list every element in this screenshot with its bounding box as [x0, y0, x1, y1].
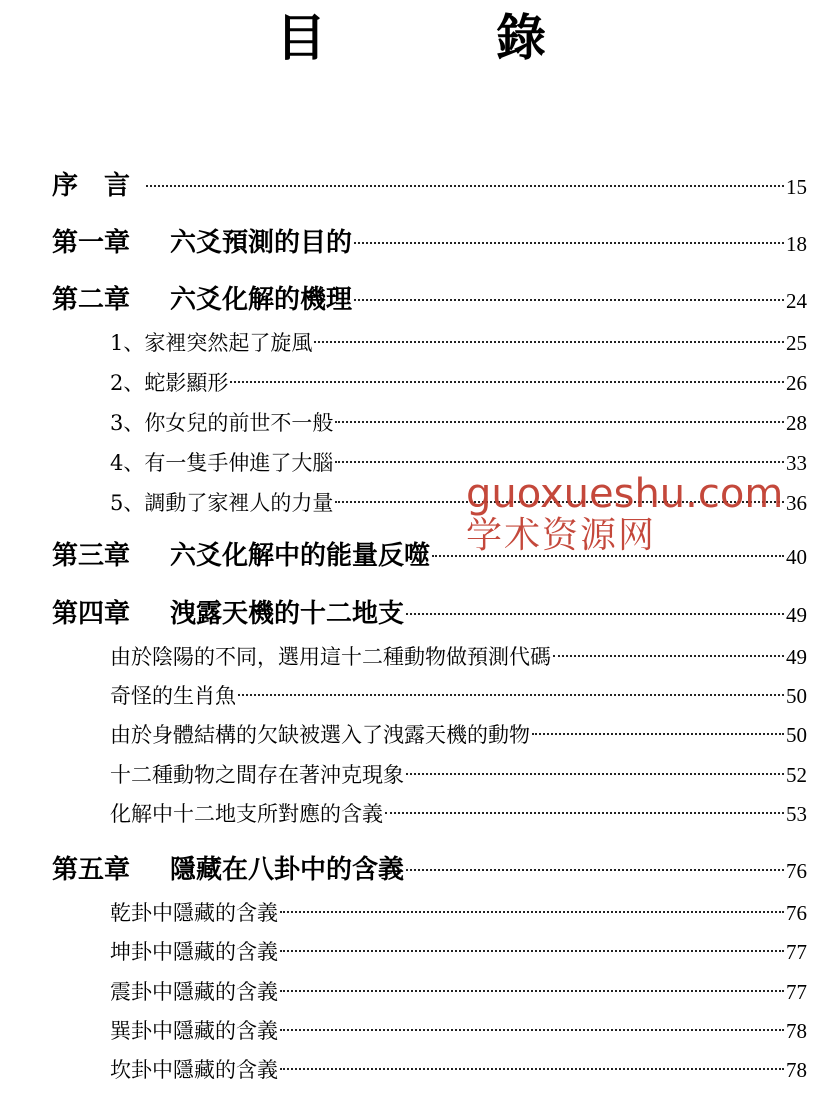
- toc-entry-label: 坎卦中隱藏的含義: [110, 1058, 278, 1082]
- toc-page-number: 53: [786, 802, 807, 826]
- toc-entry-section[interactable]: [0, 327, 822, 357]
- toc-entry-label: 第四章 洩露天機的十二地支: [52, 599, 405, 629]
- toc-entry-label: 奇怪的生肖魚: [110, 684, 236, 708]
- toc-leader-dots: [335, 501, 784, 503]
- toc-page-number: 25: [786, 331, 807, 355]
- page-title: 目 錄: [276, 8, 606, 67]
- toc-page-number: 26: [786, 371, 807, 395]
- toc-entry-label: 第二章 六爻化解的機理: [52, 285, 353, 315]
- toc-entry-label: 化解中十二地支所對應的含義: [110, 802, 383, 826]
- watermark-url: guoxueshu.com: [466, 471, 784, 517]
- toc-entry-label: 乾卦中隱藏的含義: [110, 901, 278, 925]
- toc-page-number: 49: [786, 645, 807, 669]
- toc-entry-label: 1、家裡突然起了旋風: [110, 331, 313, 355]
- toc-page-number: 50: [786, 723, 807, 747]
- toc-page-number: 77: [786, 940, 807, 964]
- toc-leader-dots: [280, 1029, 784, 1031]
- toc-page-number: 40: [786, 545, 807, 569]
- toc-entry-section[interactable]: [0, 680, 822, 710]
- toc-entry-label: 由於陰陽的不同，選用這十二種動物做預測代碼: [110, 645, 551, 669]
- toc-entry-section[interactable]: [0, 367, 822, 397]
- toc-page-number: 49: [786, 603, 807, 627]
- toc-entry-section[interactable]: [0, 897, 822, 927]
- toc-entry-chapter-4[interactable]: [0, 593, 822, 630]
- toc-entry-label: 由於身體結構的欠缺被選入了洩露天機的動物: [110, 723, 530, 747]
- toc-entry-label: 2、蛇影顯形: [110, 371, 229, 395]
- toc-leader-dots: [280, 1068, 784, 1070]
- toc-leader-dots: [280, 911, 784, 913]
- toc-entry-chapter-3[interactable]: [0, 535, 822, 572]
- toc-leader-dots: [432, 555, 784, 557]
- toc-entry-label: 5、調動了家裡人的力量: [110, 491, 334, 515]
- toc-entry-section[interactable]: [0, 447, 822, 477]
- toc-page-number: 33: [786, 451, 807, 475]
- toc-leader-dots: [335, 461, 784, 463]
- toc-entry-preface[interactable]: [0, 165, 822, 202]
- toc-entry-section[interactable]: [0, 719, 822, 749]
- toc-leader-dots: [335, 421, 784, 423]
- toc-page-number: 77: [786, 980, 807, 1004]
- toc-page-number: 18: [786, 232, 807, 256]
- toc-leader-dots: [280, 990, 784, 992]
- toc-page-number: 78: [786, 1058, 807, 1082]
- toc-leader-dots: [406, 773, 784, 775]
- toc-leader-dots: [532, 733, 784, 735]
- toc-page-number: 15: [786, 175, 807, 199]
- toc-page-number: 24: [786, 289, 807, 313]
- toc-page-number: 78: [786, 1019, 807, 1043]
- toc-entry-section[interactable]: [0, 798, 822, 828]
- toc-leader-dots: [553, 655, 784, 657]
- toc-entry-label: 4、有一隻手伸進了大腦: [110, 451, 334, 475]
- toc-leader-dots: [230, 381, 784, 383]
- toc-entry-section[interactable]: [0, 936, 822, 966]
- toc-entry-label: 第一章 六爻預測的目的: [52, 228, 353, 258]
- toc-page-number: 52: [786, 763, 807, 787]
- toc-leader-dots: [354, 242, 784, 244]
- toc-entry-label: 序 言: [52, 171, 131, 201]
- toc-leader-dots: [146, 185, 784, 187]
- toc-entry-section[interactable]: [0, 407, 822, 437]
- toc-entry-section[interactable]: [0, 487, 822, 517]
- toc-leader-dots: [354, 299, 784, 301]
- toc-page-number: 50: [786, 684, 807, 708]
- toc-page-number: 76: [786, 901, 807, 925]
- toc-entry-chapter-1[interactable]: [0, 222, 822, 259]
- toc-page-number: 76: [786, 859, 807, 883]
- toc-entry-chapter-2[interactable]: [0, 279, 822, 316]
- toc-leader-dots: [406, 869, 784, 871]
- toc-entry-section[interactable]: [0, 1015, 822, 1045]
- toc-entry-section[interactable]: [0, 976, 822, 1006]
- toc-leader-dots: [238, 694, 784, 696]
- toc-entry-label: 第三章 六爻化解中的能量反噬: [52, 541, 431, 571]
- toc-entry-label: 第五章 隱藏在八卦中的含義: [52, 855, 405, 885]
- watermark-site-name: 学术资源网: [466, 515, 657, 556]
- toc-page-number: 28: [786, 411, 807, 435]
- toc-entry-label: 震卦中隱藏的含義: [110, 980, 278, 1004]
- toc-leader-dots: [280, 950, 784, 952]
- toc-entry-label: 巽卦中隱藏的含義: [110, 1019, 278, 1043]
- toc-entry-section[interactable]: [0, 641, 822, 671]
- toc-entry-chapter-5[interactable]: [0, 849, 822, 886]
- toc-entry-label: 十二種動物之間存在著沖克現象: [110, 763, 404, 787]
- toc-page-number: 36: [786, 491, 807, 515]
- toc-entry-section[interactable]: [0, 1054, 822, 1084]
- toc-leader-dots: [406, 613, 784, 615]
- toc-leader-dots: [385, 812, 784, 814]
- toc-entry-label: 坤卦中隱藏的含義: [110, 940, 278, 964]
- toc-entry-section[interactable]: [0, 759, 822, 789]
- toc-leader-dots: [314, 341, 784, 343]
- toc-entry-label: 3、你女兒的前世不一般: [110, 411, 334, 435]
